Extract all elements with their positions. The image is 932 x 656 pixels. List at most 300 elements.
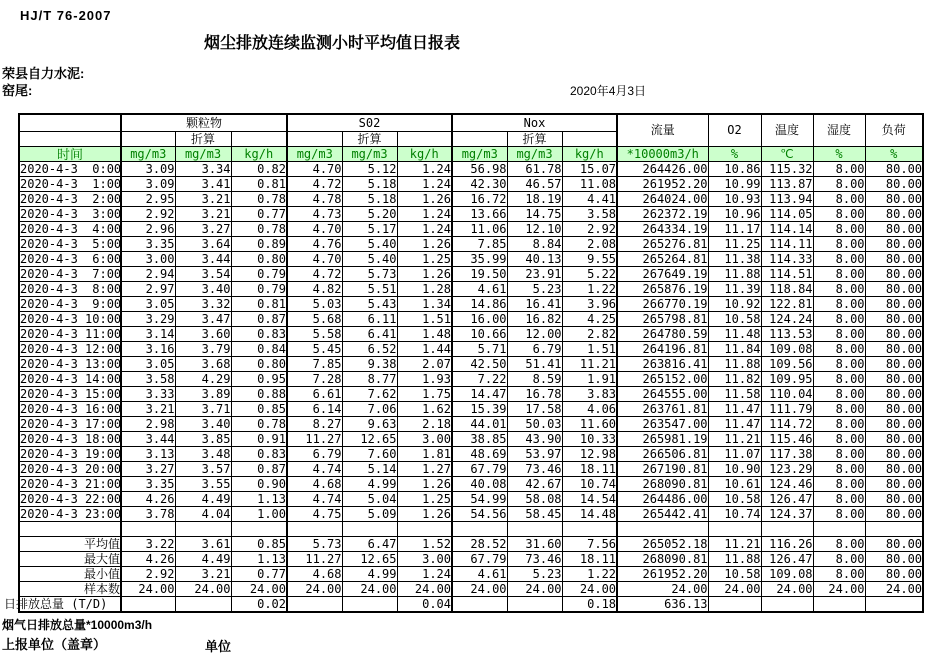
value-cell: 54.99: [452, 492, 507, 507]
value-cell: 4.72: [287, 177, 342, 192]
value-cell: 8.00: [813, 417, 865, 432]
value-cell: [121, 522, 175, 537]
value-cell: 43.90: [507, 432, 562, 447]
value-cell: 11.06: [452, 222, 507, 237]
value-cell: 7.60: [342, 447, 397, 462]
value-cell: 265052.18: [617, 537, 708, 552]
value-cell: 8.00: [813, 567, 865, 582]
value-cell: 7.28: [287, 372, 342, 387]
value-cell: 1.27: [397, 462, 452, 477]
value-cell: 2.92: [121, 567, 175, 582]
value-cell: 4.76: [287, 237, 342, 252]
value-cell: 10.92: [708, 297, 761, 312]
time-cell: 2020-4-3 1:00: [20, 176, 122, 191]
value-cell: 80.00: [865, 507, 923, 522]
value-cell: 10.58: [708, 492, 761, 507]
value-cell: 10.74: [708, 507, 761, 522]
value-cell: 13.66: [452, 207, 507, 222]
value-cell: [287, 597, 342, 613]
value-cell: 3.71: [175, 402, 231, 417]
value-cell: 8.00: [813, 387, 865, 402]
value-cell: 8.00: [813, 507, 865, 522]
value-cell: 80.00: [865, 447, 923, 462]
value-cell: 0.02: [231, 597, 287, 613]
value-cell: 80.00: [865, 492, 923, 507]
value-cell: 8.00: [813, 402, 865, 417]
value-cell: 48.69: [452, 447, 507, 462]
value-cell: 264555.00: [617, 387, 708, 402]
value-cell: 265442.41: [617, 507, 708, 522]
value-cell: 114.05: [761, 207, 813, 222]
value-cell: 0.78: [231, 417, 287, 432]
value-cell: 3.16: [121, 342, 175, 357]
value-cell: 3.14: [121, 327, 175, 342]
value-cell: 6.79: [507, 342, 562, 357]
value-cell: 4.68: [287, 567, 342, 582]
value-cell: 0.81: [231, 177, 287, 192]
value-cell: 15.39: [452, 402, 507, 417]
col-humidity: 湿度: [813, 114, 865, 147]
summary-label: 最大值: [19, 552, 121, 567]
time-cell: 2020-4-3 18:00: [20, 431, 122, 446]
value-cell: 4.06: [562, 402, 617, 417]
unit-cell: kg/h: [562, 147, 617, 162]
value-cell: 4.25: [562, 312, 617, 327]
value-cell: 0.87: [231, 312, 287, 327]
value-cell: 265152.00: [617, 372, 708, 387]
value-cell: 5.22: [562, 267, 617, 282]
value-cell: 80.00: [865, 477, 923, 492]
value-cell: 8.00: [813, 282, 865, 297]
value-cell: 12.65: [342, 432, 397, 447]
value-cell: 5.71: [452, 342, 507, 357]
value-cell: 8.59: [507, 372, 562, 387]
value-cell: 267190.81: [617, 462, 708, 477]
blank-cell: [397, 132, 452, 147]
value-cell: 114.72: [761, 417, 813, 432]
value-cell: 4.41: [562, 192, 617, 207]
value-cell: 264780.59: [617, 327, 708, 342]
value-cell: 265798.81: [617, 312, 708, 327]
value-cell: 8.00: [813, 432, 865, 447]
value-cell: 4.26: [121, 492, 175, 507]
value-cell: 9.55: [562, 252, 617, 267]
value-cell: 1.75: [397, 387, 452, 402]
value-cell: 0.85: [231, 402, 287, 417]
value-cell: 1.26: [397, 477, 452, 492]
value-cell: 2.07: [397, 357, 452, 372]
time-cell: 2020-4-3 19:00: [20, 446, 122, 461]
time-cell: 2020-4-3 4:00: [20, 221, 122, 236]
time-cell: 2020-4-3 17:00: [20, 416, 122, 431]
value-cell: [507, 597, 562, 613]
value-cell: 0.91: [231, 432, 287, 447]
value-cell: 0.78: [231, 192, 287, 207]
value-cell: 1.24: [397, 177, 452, 192]
value-cell: [231, 522, 287, 537]
value-cell: 109.08: [761, 342, 813, 357]
value-cell: 126.47: [761, 552, 813, 567]
value-cell: 16.82: [507, 312, 562, 327]
value-cell: 38.85: [452, 432, 507, 447]
value-cell: 263761.81: [617, 402, 708, 417]
value-cell: 24.00: [865, 582, 923, 597]
value-cell: 12.00: [507, 327, 562, 342]
value-cell: 0.84: [231, 342, 287, 357]
value-cell: 80.00: [865, 267, 923, 282]
value-cell: 3.54: [175, 267, 231, 282]
value-cell: 4.61: [452, 567, 507, 582]
value-cell: 80.00: [865, 357, 923, 372]
value-cell: 3.35: [121, 477, 175, 492]
value-cell: 3.05: [121, 297, 175, 312]
value-cell: 10.33: [562, 432, 617, 447]
time-cell: 2020-4-3 16:00: [20, 401, 122, 416]
value-cell: 636.13: [617, 597, 708, 613]
converted-label: 折算: [175, 132, 231, 147]
value-cell: 266770.19: [617, 297, 708, 312]
value-cell: 80.00: [865, 552, 923, 567]
value-cell: 3.44: [121, 432, 175, 447]
value-cell: 1.48: [397, 327, 452, 342]
value-cell: 5.18: [342, 192, 397, 207]
value-cell: 4.99: [342, 477, 397, 492]
value-cell: 1.26: [397, 237, 452, 252]
summary-row: [19, 582, 923, 597]
table-row: [19, 252, 923, 267]
unit-cell: ℃: [761, 147, 813, 162]
table-row: [19, 327, 923, 342]
value-cell: 18.11: [562, 552, 617, 567]
value-cell: 123.29: [761, 462, 813, 477]
value-cell: 3.00: [397, 432, 452, 447]
time-cell: 2020-4-3 5:00: [20, 236, 122, 251]
value-cell: [287, 522, 342, 537]
value-cell: 14.75: [507, 207, 562, 222]
value-cell: 8.27: [287, 417, 342, 432]
value-cell: [708, 522, 761, 537]
value-cell: 0.80: [231, 252, 287, 267]
value-cell: 5.73: [342, 267, 397, 282]
value-cell: 0.79: [231, 282, 287, 297]
value-cell: 0.77: [231, 207, 287, 222]
value-cell: 3.61: [175, 537, 231, 552]
value-cell: 24.00: [562, 582, 617, 597]
value-cell: 1.24: [397, 207, 452, 222]
value-cell: 0.83: [231, 327, 287, 342]
value-cell: 3.40: [175, 417, 231, 432]
summary-label: 平均值: [19, 537, 121, 552]
value-cell: 1.81: [397, 447, 452, 462]
value-cell: 4.72: [287, 267, 342, 282]
value-cell: 262372.19: [617, 207, 708, 222]
time-cell: 2020-4-3 22:00: [20, 491, 122, 506]
value-cell: 3.79: [175, 342, 231, 357]
value-cell: 80.00: [865, 432, 923, 447]
value-cell: [708, 597, 761, 613]
value-cell: 8.00: [813, 237, 865, 252]
value-cell: 3.64: [175, 237, 231, 252]
value-cell: 6.11: [342, 312, 397, 327]
value-cell: 3.58: [562, 207, 617, 222]
value-cell: 8.00: [813, 537, 865, 552]
value-cell: 11.27: [287, 552, 342, 567]
value-cell: 11.17: [708, 222, 761, 237]
unit-cell: %: [813, 147, 865, 162]
value-cell: 8.84: [507, 237, 562, 252]
value-cell: [617, 522, 708, 537]
value-cell: 3.05: [121, 357, 175, 372]
value-cell: 4.99: [342, 567, 397, 582]
summary-rows: [4, 522, 923, 613]
value-cell: 263547.00: [617, 417, 708, 432]
value-cell: 124.24: [761, 312, 813, 327]
value-cell: 1.28: [397, 282, 452, 297]
value-cell: 7.22: [452, 372, 507, 387]
value-cell: 24.00: [708, 582, 761, 597]
unit-cell: %: [865, 147, 923, 162]
table-row: [19, 372, 923, 387]
value-cell: 2.98: [121, 417, 175, 432]
table-row: [19, 267, 923, 282]
value-cell: 11.47: [708, 402, 761, 417]
table-row: [19, 282, 923, 297]
table-row: [19, 222, 923, 237]
value-cell: 8.00: [813, 192, 865, 207]
group-nox: Nox: [452, 114, 617, 132]
value-cell: 9.38: [342, 357, 397, 372]
value-cell: 5.18: [342, 177, 397, 192]
value-cell: 115.46: [761, 432, 813, 447]
value-cell: 1.13: [231, 492, 287, 507]
value-cell: 10.90: [708, 462, 761, 477]
value-cell: 40.08: [452, 477, 507, 492]
value-cell: 24.00: [617, 582, 708, 597]
value-cell: 1.24: [397, 162, 452, 177]
unit-cell: *10000m3/h: [617, 147, 708, 162]
value-cell: 0.90: [231, 477, 287, 492]
value-cell: 16.78: [507, 387, 562, 402]
value-cell: 80.00: [865, 387, 923, 402]
blank-cell: [562, 132, 617, 147]
unit-cell: mg/m3: [121, 147, 175, 162]
value-cell: 24.00: [452, 582, 507, 597]
value-cell: 24.00: [121, 582, 175, 597]
value-cell: 263816.41: [617, 357, 708, 372]
value-cell: 3.85: [175, 432, 231, 447]
time-cell: 2020-4-3 0:00: [20, 161, 122, 176]
value-cell: 3.57: [175, 462, 231, 477]
value-cell: 24.00: [342, 582, 397, 597]
value-cell: 10.58: [708, 312, 761, 327]
unit-cell: %: [708, 147, 761, 162]
value-cell: 24.00: [287, 582, 342, 597]
time-cell: 2020-4-3 9:00: [20, 296, 122, 311]
value-cell: 8.00: [813, 207, 865, 222]
value-cell: 2.97: [121, 282, 175, 297]
value-cell: 42.67: [507, 477, 562, 492]
value-cell: 67.79: [452, 462, 507, 477]
value-cell: 0.04: [397, 597, 452, 613]
value-cell: 5.58: [287, 327, 342, 342]
value-cell: [865, 522, 923, 537]
value-cell: 5.14: [342, 462, 397, 477]
group-so2: S02: [287, 114, 452, 132]
value-cell: 14.86: [452, 297, 507, 312]
value-cell: 3.00: [121, 252, 175, 267]
value-cell: 0.89: [231, 237, 287, 252]
value-cell: 118.84: [761, 282, 813, 297]
daily-total-label-text: 日排放总量 (T/D): [4, 596, 108, 611]
value-cell: 11.07: [708, 447, 761, 462]
value-cell: 1.26: [397, 507, 452, 522]
table-row: [19, 357, 923, 372]
value-cell: 4.04: [175, 507, 231, 522]
value-cell: 113.53: [761, 327, 813, 342]
blank-cell: [121, 132, 175, 147]
unit-cell: kg/h: [397, 147, 452, 162]
converted-label: 折算: [507, 132, 562, 147]
table-row: [19, 507, 923, 522]
value-cell: 80.00: [865, 417, 923, 432]
value-cell: 11.39: [708, 282, 761, 297]
value-cell: 6.79: [287, 447, 342, 462]
value-cell: 264486.00: [617, 492, 708, 507]
value-cell: 35.99: [452, 252, 507, 267]
table-row: [19, 387, 923, 402]
table-row: [19, 492, 923, 507]
value-cell: 3.96: [562, 297, 617, 312]
value-cell: 6.61: [287, 387, 342, 402]
value-cell: 10.58: [708, 567, 761, 582]
report-date: 2020年4月3日: [570, 84, 647, 98]
value-cell: [121, 597, 175, 613]
value-cell: 0.81: [231, 297, 287, 312]
value-cell: 1.26: [397, 267, 452, 282]
value-cell: 11.60: [562, 417, 617, 432]
value-cell: 0.88: [231, 387, 287, 402]
value-cell: 10.93: [708, 192, 761, 207]
value-cell: 264024.00: [617, 192, 708, 207]
value-cell: 24.00: [761, 582, 813, 597]
value-cell: 2.94: [121, 267, 175, 282]
value-cell: 5.51: [342, 282, 397, 297]
value-cell: 109.08: [761, 567, 813, 582]
time-cell: 2020-4-3 20:00: [20, 461, 122, 476]
value-cell: 50.03: [507, 417, 562, 432]
value-cell: 2.95: [121, 192, 175, 207]
time-cell: 2020-4-3 23:00: [20, 506, 122, 521]
value-cell: 80.00: [865, 342, 923, 357]
value-cell: 3.09: [121, 177, 175, 192]
value-cell: 16.41: [507, 297, 562, 312]
value-cell: 24.00: [175, 582, 231, 597]
value-cell: 42.30: [452, 177, 507, 192]
value-cell: 3.47: [175, 312, 231, 327]
value-cell: 5.20: [342, 207, 397, 222]
value-cell: 3.21: [175, 207, 231, 222]
value-cell: 73.46: [507, 552, 562, 567]
value-cell: 2.92: [121, 207, 175, 222]
blank-cell: [231, 132, 287, 147]
value-cell: 80.00: [865, 237, 923, 252]
value-cell: 15.07: [562, 162, 617, 177]
value-cell: 24.00: [397, 582, 452, 597]
group-particulate: 颗粒物: [121, 114, 287, 132]
value-cell: 1.34: [397, 297, 452, 312]
value-cell: 8.77: [342, 372, 397, 387]
table-row: [19, 162, 923, 177]
value-cell: 3.60: [175, 327, 231, 342]
value-cell: 8.00: [813, 342, 865, 357]
value-cell: 12.98: [562, 447, 617, 462]
value-cell: 113.87: [761, 177, 813, 192]
value-cell: 9.63: [342, 417, 397, 432]
time-cell: 2020-4-3 13:00: [20, 356, 122, 371]
value-cell: 4.26: [121, 552, 175, 567]
value-cell: 4.49: [175, 492, 231, 507]
value-cell: [507, 522, 562, 537]
time-cell: 2020-4-3 3:00: [20, 206, 122, 221]
value-cell: 11.21: [562, 357, 617, 372]
value-cell: 18.19: [507, 192, 562, 207]
value-cell: 0.85: [231, 537, 287, 552]
value-cell: 51.41: [507, 357, 562, 372]
value-cell: 4.78: [287, 192, 342, 207]
blank-cell: [287, 132, 342, 147]
value-cell: 42.50: [452, 357, 507, 372]
spacer-row: [19, 522, 923, 537]
value-cell: 116.26: [761, 537, 813, 552]
summary-row: [19, 552, 923, 567]
value-cell: 12.65: [342, 552, 397, 567]
table-row: [19, 417, 923, 432]
value-cell: 10.86: [708, 162, 761, 177]
value-cell: 4.82: [287, 282, 342, 297]
value-cell: 2.96: [121, 222, 175, 237]
value-cell: 3.40: [175, 282, 231, 297]
value-cell: 109.95: [761, 372, 813, 387]
summary-row: [19, 537, 923, 552]
value-cell: 10.74: [562, 477, 617, 492]
value-cell: 53.97: [507, 447, 562, 462]
value-cell: 8.00: [813, 492, 865, 507]
value-cell: 1.51: [562, 342, 617, 357]
value-cell: 3.78: [121, 507, 175, 522]
value-cell: [761, 597, 813, 613]
value-cell: 31.60: [507, 537, 562, 552]
value-cell: 3.29: [121, 312, 175, 327]
value-cell: 80.00: [865, 537, 923, 552]
value-cell: 40.13: [507, 252, 562, 267]
value-cell: 3.27: [175, 222, 231, 237]
value-cell: 18.11: [562, 462, 617, 477]
value-cell: 3.22: [121, 537, 175, 552]
value-cell: 3.44: [175, 252, 231, 267]
unit-cell: mg/m3: [342, 147, 397, 162]
value-cell: 11.82: [708, 372, 761, 387]
value-cell: 11.88: [708, 267, 761, 282]
table-row: [19, 477, 923, 492]
value-cell: 0.80: [231, 357, 287, 372]
table-row: [19, 462, 923, 477]
value-cell: [813, 522, 865, 537]
corner-blank-cell: [19, 114, 121, 132]
value-cell: 5.09: [342, 507, 397, 522]
unit-cell: mg/m3: [507, 147, 562, 162]
value-cell: 5.23: [507, 567, 562, 582]
value-cell: 6.47: [342, 537, 397, 552]
